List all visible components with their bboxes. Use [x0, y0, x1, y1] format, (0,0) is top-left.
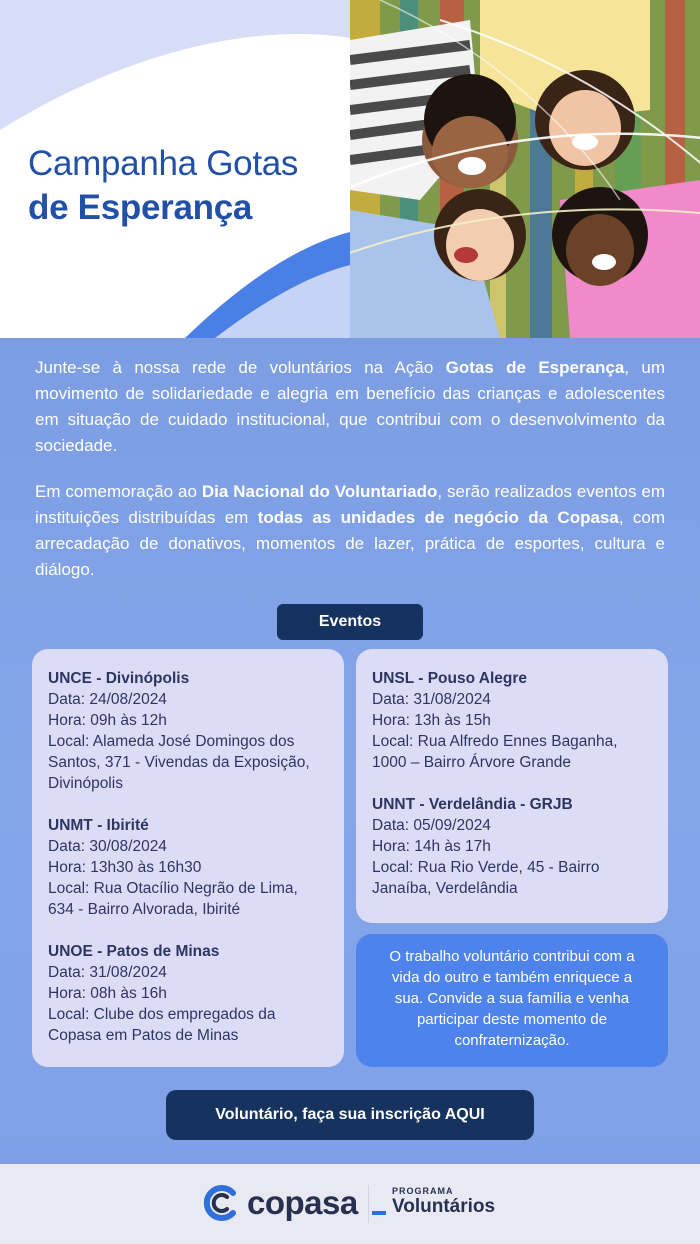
event-location: Local: Rua Alfredo Ennes Baganha, 1000 – Bairro Árvore Grande — [372, 733, 618, 771]
event-item — [372, 794, 652, 899]
event-title: UNNT - Verdelândia - GRJB — [372, 796, 573, 813]
event-location: Local: Rua Otacílio Negrão de Lima, 634 - Bairro Alvorada, Ibirité — [48, 880, 298, 918]
events-card-right — [356, 649, 668, 923]
event-location: Local: Rua Rio Verde, 45 - Bairro Janaíba, Verdelândia — [372, 859, 600, 897]
footer-divider — [368, 1185, 369, 1223]
event-title: UNOE - Patos de Minas — [48, 943, 220, 960]
event-title: UNMT - Ibirité — [48, 817, 149, 834]
event-time: Hora: 08h às 16h — [48, 985, 167, 1002]
event-item — [48, 941, 328, 1046]
event-date: Data: 31/08/2024 — [48, 964, 167, 981]
event-item — [48, 668, 328, 794]
event-time: Hora: 13h às 15h — [372, 712, 491, 729]
p2-bold-day: Dia Nacional do Voluntariado — [201, 482, 438, 501]
event-date: Data: 31/08/2024 — [372, 691, 491, 708]
program-name: Voluntários — [392, 1196, 496, 1217]
footer — [0, 1164, 700, 1244]
title-line-2: de Esperança — [28, 188, 253, 227]
p2-text-a: Em comemoração ao — [35, 482, 202, 501]
event-time: Hora: 14h às 17h — [372, 838, 491, 855]
register-button[interactable]: Voluntário, faça sua inscrição AQUI — [166, 1090, 534, 1140]
event-title: UNSL - Pouso Alegre — [372, 670, 528, 687]
intro-paragraph-2 — [35, 479, 665, 583]
event-location: Local: Alameda José Domingos dos Santos, 371 - Vivendas da Exposição, Divinópolis — [48, 733, 310, 792]
events-heading-badge: Eventos — [277, 604, 423, 640]
event-date: Data: 24/08/2024 — [48, 691, 167, 708]
event-item — [48, 815, 328, 920]
hero-banner — [0, 0, 700, 338]
copasa-logo — [203, 1184, 358, 1222]
event-location: Local: Clube dos empregados da Copasa em Patos de Minas — [48, 1006, 276, 1044]
program-dash-icon — [372, 1211, 386, 1215]
event-item — [372, 668, 652, 773]
event-date: Data: 30/08/2024 — [48, 838, 167, 855]
volunteer-quote-card: O trabalho voluntário contribui com a vida do outro e também enriquece a sua. Convide a sua família e venha participar deste momento de confraternização. — [356, 934, 668, 1067]
p1-bold-campaign: Gotas de Esperança — [445, 358, 625, 377]
p2-bold-units: todas as unidades de negócio da Copasa — [257, 508, 619, 527]
brand-name: copasa — [247, 1184, 358, 1221]
p2-text-e: , com arrecadação de donativos, momentos de lazer, prática de esportes, cultura e diálogo. — [35, 508, 666, 579]
top-swoosh — [0, 0, 350, 130]
p2-text-c: , serão realizados eventos em instituições distribuídas em — [35, 482, 665, 527]
copasa-drop-icon — [203, 1185, 239, 1221]
intro-paragraph-1 — [35, 355, 665, 459]
p1-text-c: , um movimento de solidariedade e alegria em benefício das crianças e adolescentes em situação de cuidado institucional, que contribui com o desenvolvimento da sociedade. — [35, 358, 666, 455]
events-card-left — [32, 649, 344, 1067]
program-label: PROGRAMA — [392, 1186, 454, 1196]
event-time: Hora: 13h30 às 16h30 — [48, 859, 202, 876]
event-title: UNCE - Divinópolis — [48, 670, 190, 687]
p1-text-a: Junte-se à nossa rede de voluntários na Ação — [35, 358, 446, 377]
page-title — [28, 142, 298, 230]
event-time: Hora: 09h às 12h — [48, 712, 167, 729]
main-content — [0, 338, 700, 1164]
title-line-1: Campanha Gotas — [28, 144, 299, 183]
event-date: Data: 05/09/2024 — [372, 817, 491, 834]
children-photo — [300, 0, 700, 338]
